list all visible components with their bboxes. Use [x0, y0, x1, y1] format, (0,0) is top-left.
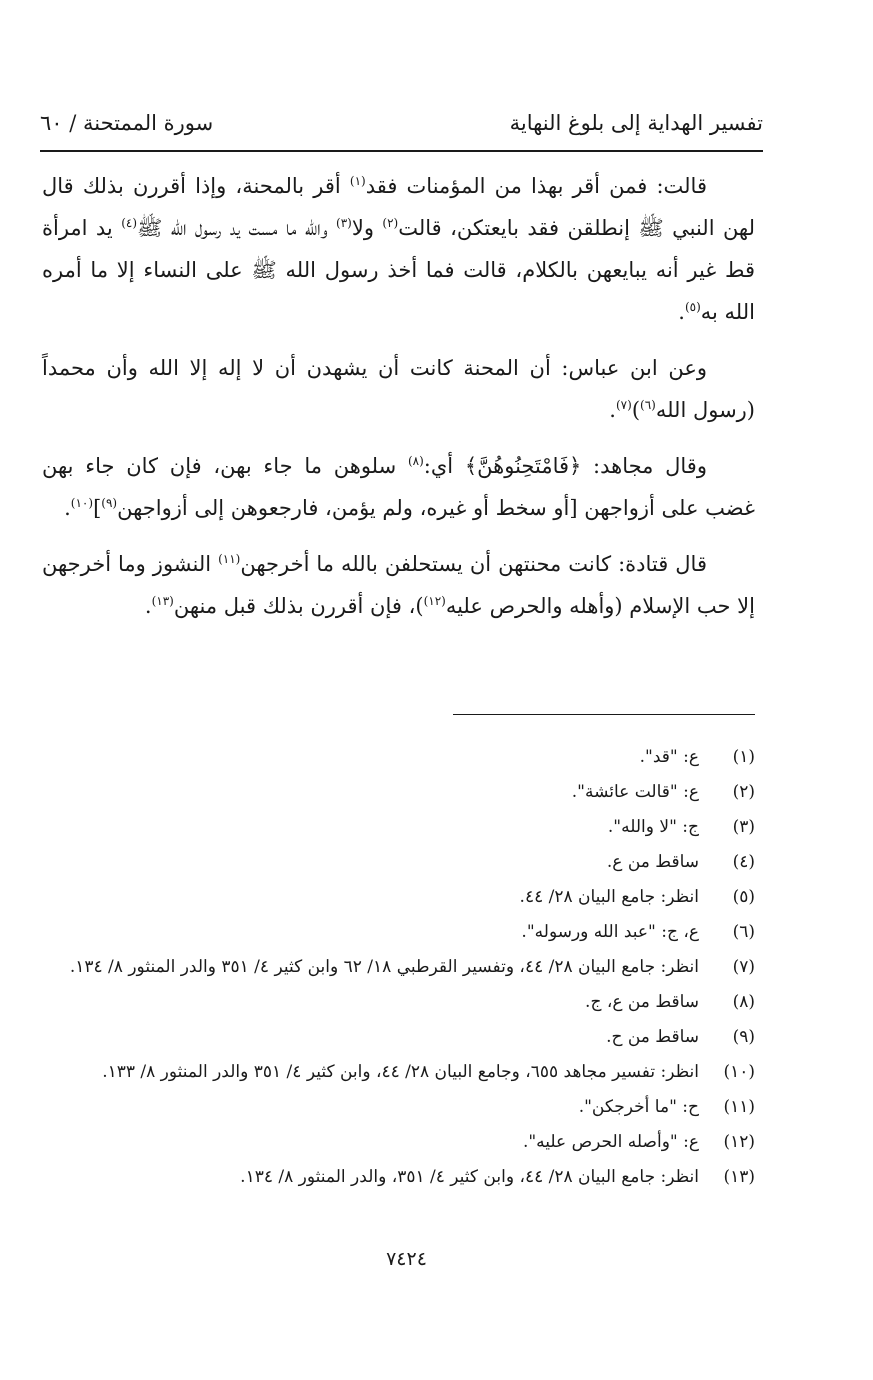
paragraph-3: وقال مجاهد: ﴿فَامْتَحِنُوهُنَّ﴾ أي:$^{(٨)}$ سلوهن ما جاء بهن، فإن كان جاء بهن غضب على أزواجهن [أو سخط أو غيره، ولم يؤمن، فارجعوهن إلى أزواجهن$^{(٩)}$]$^{(١٠)}$. — [42, 454, 755, 520]
footnote-item — [42, 740, 755, 775]
main-text — [42, 165, 755, 641]
footnote-number: (٣) — [732, 817, 755, 837]
footnote-item — [42, 985, 755, 1020]
footnote-item — [42, 1055, 755, 1090]
footnote-number: (٦) — [732, 922, 755, 942]
footnote-item — [42, 1125, 755, 1160]
footnote-number: (٤) — [732, 852, 755, 872]
footnote-text: ع: "قالت عائشة". — [571, 782, 699, 802]
surah-page-label: سورة الممتحنة / ٦٠ — [40, 111, 214, 135]
footnote-item — [42, 1020, 755, 1055]
footnote-ref[interactable]: (١٠) — [70, 496, 94, 510]
footnote-item — [42, 775, 755, 810]
footnote-text: ساقط من ع. — [606, 852, 699, 872]
footnote-ref[interactable]: (١٢) — [423, 594, 446, 608]
footnote-number: (٨) — [732, 992, 755, 1012]
footnote-item — [42, 1160, 755, 1195]
footnote-number: (٥) — [732, 887, 755, 907]
paragraph-1: قالت: فمن أقر بهذا من المؤمنات فقد$^{(١)}$ أقر بالمحنة، وإذا أقررن بذلك قال لهن النبي ﷺ إنطلقن فقد بايعتكن، قالت$^{(٢)}$ ولا$^{(٣)}$ والله ما مست يد رسول الله ﷺ$^{(٤)}$ يد امرأة قط غير أنه يبايعهن بالكلام، قالت فما أخذ رسول الله ﷺ على النساء إلا ما أمره الله به$^{(٥)}$. — [42, 174, 756, 324]
footnote-ref[interactable]: (١١) — [218, 552, 241, 566]
footnote-ref[interactable]: (١٣) — [151, 594, 174, 608]
footnote-number: (٩) — [732, 1027, 755, 1047]
footnote-item — [42, 950, 755, 985]
footnote-text: ساقط من ح. — [606, 1027, 699, 1047]
footnote-number: (١) — [732, 747, 755, 767]
header-rule — [40, 150, 763, 152]
footnote-ref[interactable]: (٣) — [336, 216, 352, 230]
footnote-number: (١٠) — [723, 1062, 755, 1082]
footnote-text: انظر: جامع البيان ٢٨/ ٤٤. — [519, 887, 699, 907]
footnote-item — [42, 1090, 755, 1125]
footnote-text: ح: "ما أخرجكن". — [578, 1097, 699, 1117]
footnote-item — [42, 880, 755, 915]
footnote-item — [42, 845, 755, 880]
paragraph-2: وعن ابن عباس: أن المحنة كانت أن يشهدن أن لا إله إلا الله وأن محمداً (رسول الله$^{(٦)}$)$^{(٧)}$. — [42, 356, 755, 422]
footnote-ref[interactable]: (٢) — [382, 216, 399, 230]
footnote-ref[interactable]: (٥) — [684, 300, 701, 314]
footnotes-list — [42, 740, 755, 1195]
footnote-ref[interactable]: (٦) — [640, 398, 656, 412]
footnote-text: انظر: تفسير مجاهد ٦٥٥، وجامع البيان ٢٨/ ٤٤، وابن كثير ٤/ ٣٥١ والدر المنثور ٨/ ١٣٣. — [102, 1062, 699, 1082]
paragraph-4: قال قتادة: كانت محنتهن أن يستحلفن بالله ما أخرجهن$^{(١١)}$ النشوز وما أخرجهن إلا حب الإسلام (وأهله والحرص عليه$^{(١٢)}$)، فإن أقررن بذلك قبل منهن$^{(١٣)}$. — [42, 552, 755, 618]
footnote-item — [42, 810, 755, 845]
book-title: تفسير الهداية إلى بلوغ النهاية — [509, 111, 763, 135]
footnote-text: ساقط من ع، ج. — [585, 992, 699, 1012]
footnote-ref[interactable]: (٤) — [121, 216, 138, 230]
running-header — [40, 108, 763, 138]
footnote-text: انظر: جامع البيان ٢٨/ ٤٤، وتفسير القرطبي ١٨/ ٦٢ وابن كثير ٤/ ٣٥١ والدر المنثور ٨/ ١٣٤. — [69, 957, 699, 977]
footnote-text: انظر: جامع البيان ٢٨/ ٤٤، وابن كثير ٤/ ٣٥١، والدر المنثور ٨/ ١٣٤. — [240, 1167, 699, 1187]
footnote-number: (٢) — [732, 782, 755, 802]
footnote-text: ع: "وأصله الحرص عليه". — [522, 1132, 699, 1152]
footnote-ref[interactable]: (١) — [349, 174, 366, 188]
footnote-ref[interactable]: (٩) — [101, 496, 118, 510]
footnote-ref[interactable]: (٧) — [615, 398, 632, 412]
footnote-text: ج: "لا والله". — [607, 817, 699, 837]
footnote-text: ع، ج: "عبد الله ورسوله". — [521, 922, 699, 942]
footnote-ref[interactable]: (٨) — [407, 454, 424, 468]
footnote-number: (١٢) — [723, 1132, 755, 1152]
footnote-rule — [453, 714, 755, 715]
footnote-item — [42, 915, 755, 950]
footnote-number: (١١) — [723, 1097, 755, 1117]
footnote-number: (١٣) — [723, 1167, 755, 1187]
footnote-number: (٧) — [732, 957, 755, 977]
page-number: ٧٤٢٤ — [386, 1248, 427, 1270]
footnote-text: ع: "قد". — [639, 747, 699, 767]
